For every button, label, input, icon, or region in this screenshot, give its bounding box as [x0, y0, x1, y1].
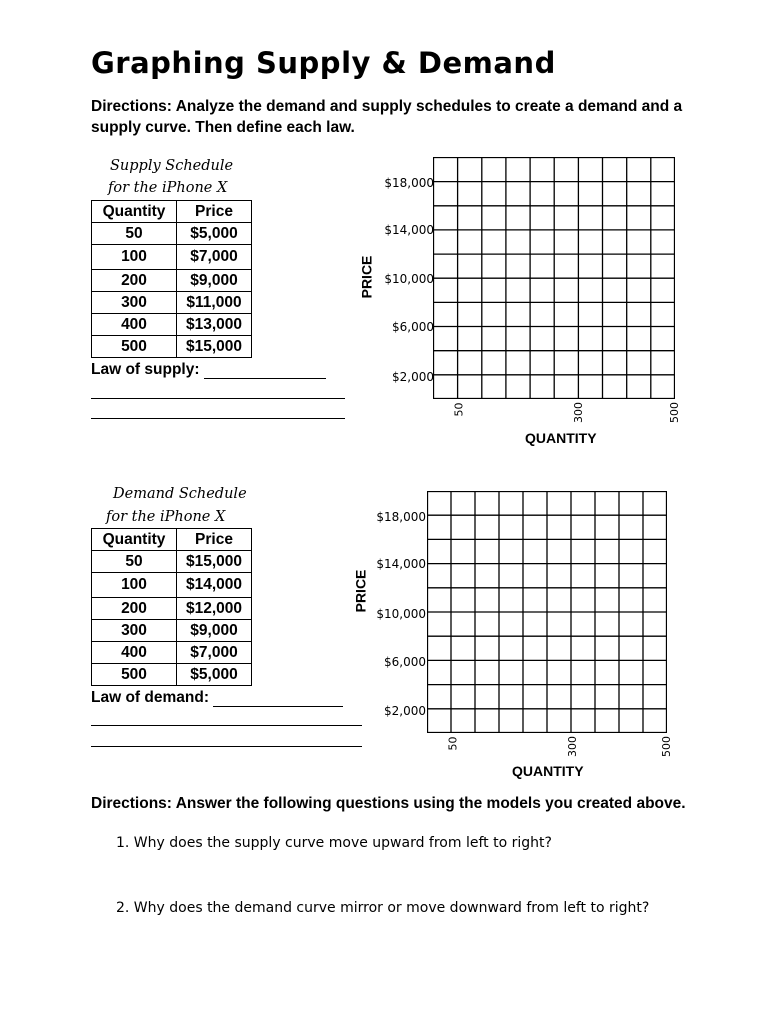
- quantity-cell: 100: [92, 573, 177, 598]
- question-2: 2. Why does the demand curve mirror or move downward from left to right?: [116, 900, 650, 916]
- table-header-row: [92, 529, 252, 551]
- quantity-cell: 500: [92, 664, 177, 686]
- price-cell: $12,000: [177, 598, 252, 620]
- table-header-row: [92, 201, 252, 223]
- supply-ytick: $2,000: [392, 370, 434, 384]
- law-of-supply-blank[interactable]: [204, 364, 326, 379]
- table-row: [92, 292, 252, 314]
- demand-graph-grid[interactable]: [427, 491, 667, 733]
- law-of-demand-line-3[interactable]: [91, 746, 362, 747]
- demand-ytick: $18,000: [376, 510, 426, 524]
- supply-caption-line2: for the iPhone X: [108, 180, 228, 196]
- price-cell: $14,000: [177, 573, 252, 598]
- supply-graph-ylabel: PRICE: [358, 255, 375, 299]
- header-quantity: Quantity: [92, 529, 177, 551]
- demand-ytick: $2,000: [384, 704, 426, 718]
- quantity-cell: 400: [92, 642, 177, 664]
- quantity-cell: 100: [92, 245, 177, 270]
- price-cell: $9,000: [177, 620, 252, 642]
- price-cell: $7,000: [177, 245, 252, 270]
- table-row: [92, 664, 252, 686]
- quantity-cell: 300: [92, 292, 177, 314]
- quantity-cell: 50: [92, 223, 177, 245]
- law-of-supply-line-2[interactable]: [91, 398, 345, 399]
- supply-xtick: 300: [572, 402, 585, 423]
- demand-graph-ylabel: PRICE: [352, 569, 369, 613]
- header-price: Price: [177, 529, 252, 551]
- supply-graph-grid[interactable]: [433, 157, 675, 399]
- directions-text: Directions: Analyze the demand and supply schedules to create a demand and a supply curve. Then define each law.: [91, 98, 683, 136]
- quantity-cell: 50: [92, 551, 177, 573]
- demand-ytick: $10,000: [376, 607, 426, 621]
- price-cell: $15,000: [177, 551, 252, 573]
- price-cell: $9,000: [177, 270, 252, 292]
- supply-schedule-table: [91, 200, 252, 358]
- header-quantity: Quantity: [92, 201, 177, 223]
- supply-ytick: $6,000: [392, 320, 434, 334]
- price-cell: $5,000: [177, 223, 252, 245]
- table-row: [92, 642, 252, 664]
- table-row: [92, 573, 252, 598]
- supply-ytick: $18,000: [384, 176, 434, 190]
- demand-caption-line1: Demand Schedule: [113, 486, 247, 502]
- quantity-cell: 500: [92, 336, 177, 358]
- demand-xtick: 50: [446, 736, 460, 751]
- price-cell: $7,000: [177, 642, 252, 664]
- price-cell: $11,000: [177, 292, 252, 314]
- quantity-cell: 300: [92, 620, 177, 642]
- demand-schedule-table: [91, 528, 252, 686]
- supply-graph-xlabel: QUANTITY: [525, 430, 597, 446]
- price-cell: $13,000: [177, 314, 252, 336]
- questions-heading: Directions: Answer the following questions using the models you created above.: [91, 795, 686, 812]
- table-row: [92, 314, 252, 336]
- quantity-cell: 200: [92, 598, 177, 620]
- header-price: Price: [177, 201, 252, 223]
- table-row: [92, 551, 252, 573]
- demand-ytick: $14,000: [376, 557, 426, 571]
- price-cell: $15,000: [177, 336, 252, 358]
- table-row: [92, 270, 252, 292]
- table-row: [92, 336, 252, 358]
- law-of-demand-line-2[interactable]: [91, 725, 362, 726]
- law-of-supply: [91, 361, 326, 379]
- demand-graph-xlabel: QUANTITY: [512, 763, 584, 779]
- price-cell: $5,000: [177, 664, 252, 686]
- law-of-supply-label: Law of supply:: [91, 361, 200, 378]
- law-of-supply-line-3[interactable]: [91, 418, 345, 419]
- demand-xtick: 500: [660, 736, 673, 757]
- demand-xtick: 300: [566, 736, 579, 757]
- law-of-demand-blank[interactable]: [213, 692, 343, 707]
- supply-ytick: $10,000: [384, 272, 434, 286]
- quantity-cell: 400: [92, 314, 177, 336]
- question-1: 1. Why does the supply curve move upward from left to right?: [116, 835, 552, 851]
- supply-xtick: 500: [668, 402, 681, 423]
- demand-ytick: $6,000: [384, 655, 426, 669]
- quantity-cell: 200: [92, 270, 177, 292]
- law-of-demand-label: Law of demand:: [91, 689, 209, 706]
- table-row: [92, 598, 252, 620]
- table-row: [92, 245, 252, 270]
- page-title: Graphing Supply & Demand: [91, 46, 556, 80]
- supply-xtick: 50: [452, 402, 466, 417]
- table-row: [92, 223, 252, 245]
- table-row: [92, 620, 252, 642]
- demand-caption-line2: for the iPhone X: [106, 509, 226, 525]
- supply-caption-line1: Supply Schedule: [110, 158, 234, 174]
- law-of-demand: [91, 689, 343, 707]
- supply-ytick: $14,000: [384, 223, 434, 237]
